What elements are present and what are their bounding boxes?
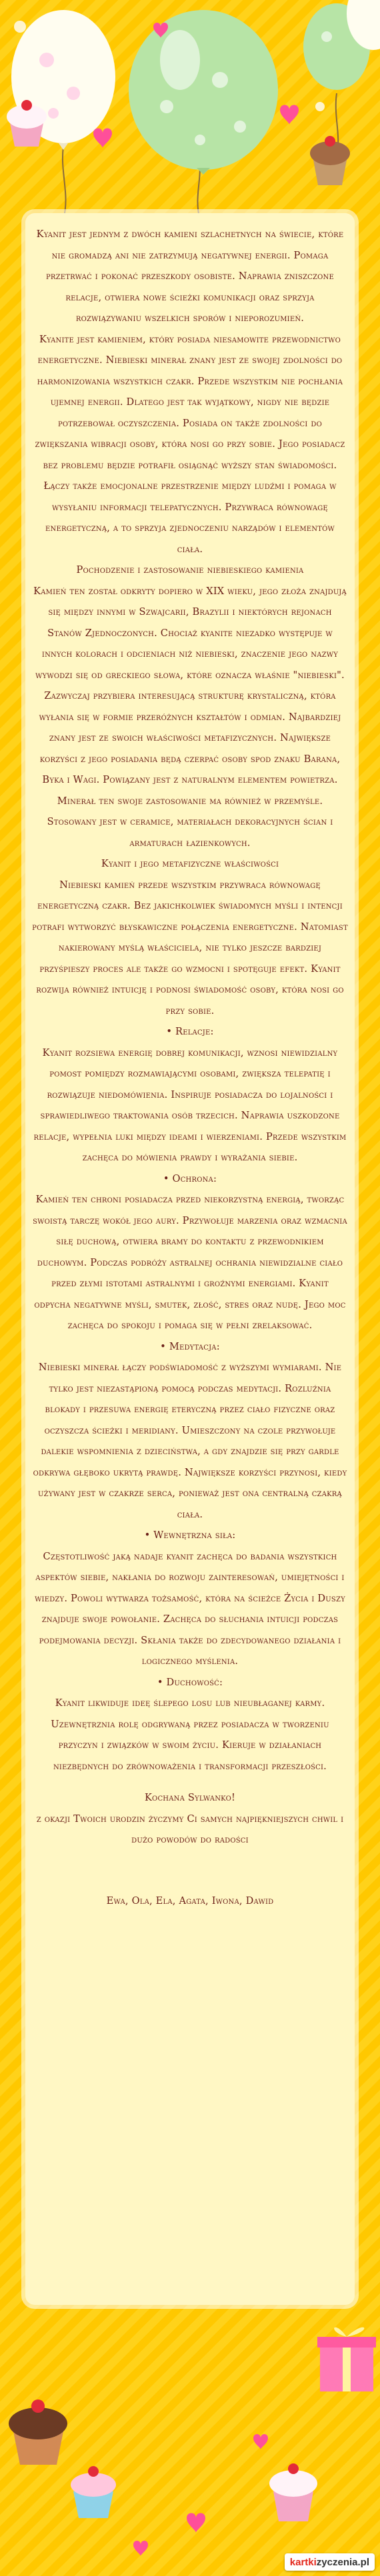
paragraph-meditation: Niebieski minerał łączy podświadomość z wyższymi wymiarami. Nie tylko jest niezastąpioną pomocą podczas medytacji. Rozluźnia blokady i przesuwa energię eteryczną przez ciało fizyczne oraz oczyszcza ścieżki i meridiany. Umieszczony na czole przywołuje dalekie wspomnienia z dzieciństwa, a gdy znajdzie się przy gardle odkrywa głęboko ukrytą prawdę. Największe korzyści przynosi, kiedy używany jest w czakrze serca, ponieważ jest ona centralną czakrą ciała. (33, 1362, 347, 1520)
section-heading-protection: • Ochrona: (163, 1172, 217, 1184)
paragraph-metaphysical: Niebieski kamień przede wszystkim przywraca równowagę energetyczną czakr. Bez jakichkolwiek świadomych myśli i intencji potrafi wytworzyć błyskawiczne połączenia energetyczne. Natomiast nakierowany myślą właściciela, nie tylko jeszcze bardziej przyśpieszy proces ale także go wzmocni i spotęguje efekt. Kyanit rozwija również intuicję i podnosi świadomość osoby, która nosi go przy sobie. (32, 879, 348, 1017)
balloon-icon (129, 10, 278, 220)
spacer (32, 1851, 348, 1891)
paragraph-intro: Kyanit jest jednym z dwóch kamieni szlachetnych na świecie, które nie gromadzą ani nie zatrzymują negatywnej energii. Pomaga przetrwać i pokonać przeszkody osobiste. Naprawia zniszczone relacje, otwiera nowe ścieżki komunikacji oraz sprzyja rozwiązywaniu wszelkich sporów i nieporozumień. (36, 228, 344, 324)
candy-decoration (14, 21, 26, 33)
heart-icon (133, 2541, 148, 2556)
section-heading-spirituality: • Duchowość: (157, 1676, 223, 1688)
paragraph-protection: Kamień ten chroni posiadacza przed niekorzystną energią, tworząc swoistą tarczę wokół jego aury. Przywołuje marzenia oraz wzmacnia siłę duchową, otwiera bramy do kontaktu z przewodnikiem duchowym. Podczas podróży astralnej ochrania niewidzialne ciało przed złymi istotami astralnymi i groźnymi energiami. Kyanit odpycha negatywne myśli, smutek, złość, stres oraz nudę. Jego moc zachęca do spokoju i pomaga się w pełni zrelaksować. (33, 1194, 347, 1331)
section-heading-relations: • Relacje: (166, 1026, 214, 1037)
card-text (32, 224, 348, 1911)
gift-icon (317, 2328, 376, 2391)
paragraph-relations: Kyanit rozsiewa energię dobrej komunikacji, wznosi niewidzialny pomost pomiędzy rozmawiającymi osobami, zwiększa telepatię i rozwiązuje niedomówienia. Inspiruje posiadacza do lojalności i sprawiedliwego traktowania osób trzecich. Naprawia uszkodzone relacje, wypełnia luki między ideami i wierzeniami. Przede wszystkim zachęca do mówienia prawdy i wyrażania siebie. (33, 1047, 347, 1163)
logo-text-kartki: kartki (289, 2556, 317, 2568)
section-heading-origin: Pochodzenie i zastosowanie niebieskiego kamienia (76, 564, 304, 576)
paragraph-energy: Kyanite jest kamieniem, który posiada niesamowite przewodnictwo energetyczne. Niebieski minerał znany jest ze swojej zdolności do harmonizowania wszystkich czakr. Przede wszystkim nie pochłania ujemnej energii. Dlatego jest tak wyjątkowy, nigdy nie będzie potrzebował oczyszczenia. Posiada on także zdolności do zwiększania wibracji osoby, która nosi go przy sobie. Jego posiadacz bez problemu będzie potrafił osiągnąć wyższy stan świadomości. Łączy także emocjonalne przestrzenie między ludźmi i pomaga w wysyłaniu informacji telepatycznych. Przywraca równowagę energetyczną, a to sprzyja zjednoczeniu narządów i elementów ciała. (35, 333, 345, 555)
logo-text-zyczenia: zyczenia.pl (316, 2556, 369, 2568)
bottom-decorations (0, 2305, 380, 2576)
greeting-title: Kochana Sylwanko! (144, 1792, 236, 1803)
paragraph-inner-strength: Częstotliwość jaką nadaje kyanit zachęca do badania wszystkich aspektów siebie, nakłania do rozwoju zainteresowań, umiejętności i wiedzy. Powoli wytwarza tożsamość, która na ścieżce Życia i Duszy znajduje swoje powołanie. Zachęca do słuchania intuicji podczas podejmowania decyzji. Skłania także do zdecydowanego działania i logicznego myślenia. (35, 1550, 345, 1667)
site-logo-badge[interactable] (285, 2553, 375, 2571)
heart-icon (280, 105, 299, 125)
greeting-body: z okazji Twoich urodzin życzymy Ci samych najpiękniejszych chwil i dużo powodów do radości (36, 1813, 344, 1845)
heart-icon (93, 129, 112, 149)
candy-decoration (315, 102, 325, 111)
signature: Ewa, Ola, Ela, Agata, Iwona, Dawid (106, 1895, 274, 1907)
top-decorations (0, 0, 380, 220)
cupcake-icon (310, 136, 350, 185)
cupcake-icon (71, 2466, 116, 2518)
paragraph-origin: Kamień ten został odkryty dopiero w XIX wieku, jego złoża znajdują się między innymi w Szwajcarii, Brazylii i niektórych rejonach Stanów Zjednoczonych. Chociaż kyanite niezadko występuje w innych kolorach i odcieniach niż niebieski, znaczenie jego nazwy wywodzi się od greckiego słowa, które oznacza właśnie "niebieski". Zazwyczaj przybiera interesującą strukturę krystaliczną, która wyłania się w formie przeróżnych kształtów i odmian. Najbardziej znany jest ze swoich właściwości metafizycznych. Największe korzyści z jego posiadania będą czerpać osoby spod znaku Barana, Byka i Wagi. Powiązany jest z naturalnym elementem powietrza. Minerał ten swoje zastosowanie ma również w przemyśle. Stosowany jest w ceramice, materiałach dekoracyjnych ścian i armaturach łazienkowych. (33, 585, 347, 849)
heart-icon (253, 2434, 268, 2449)
cupcake-icon (269, 2463, 317, 2521)
cupcake-icon (9, 2399, 67, 2465)
heart-icon (187, 2513, 205, 2533)
section-heading-metaphysical: Kyanit i jego metafizyczne właściwości (101, 858, 279, 869)
section-heading-meditation: • Medytacja: (160, 1340, 220, 1352)
spacer (32, 1777, 348, 1787)
section-heading-inner-strength: • Wewnętrzna siła: (144, 1529, 236, 1541)
paragraph-spirituality: Kyanit likwiduje ideę ślepego losu lub nieubłaganej karmy. Uzewnętrznia rolę odgrywaną przez posiadacza w tworzeniu przyczyn i związków w swoim życiu. Kieruje w działaniach niezbędnych do zrównoważenia i transformacji przeszłości. (51, 1697, 329, 1772)
